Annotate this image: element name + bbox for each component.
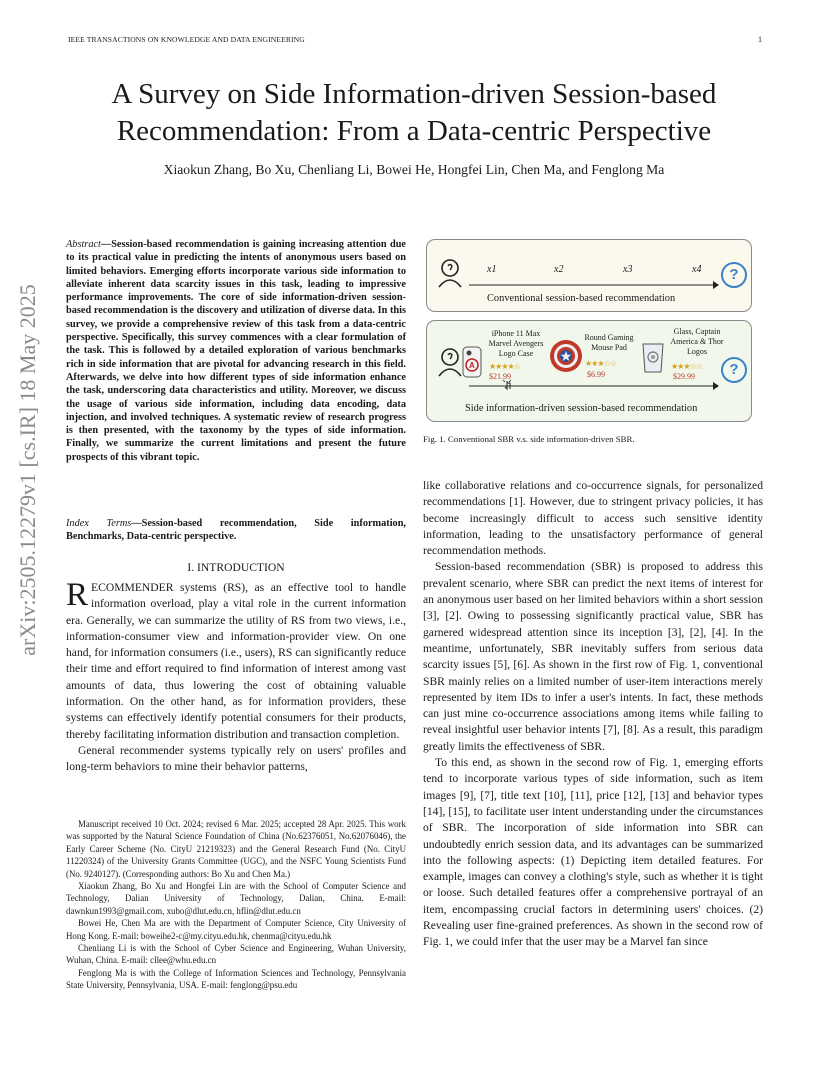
arxiv-stamp: [8, 284, 48, 656]
item-2-price: $6.99: [587, 370, 605, 379]
footnote-affiliation-4: Fenglong Ma is with the College of Information Sciences and Technology, Pennsylvania State University, Pennsylvania, USA. E-mail: fenglong@psu.edu: [66, 967, 406, 991]
question-mark-icon: ?: [721, 357, 747, 383]
drop-cap: R: [66, 577, 89, 613]
abstract-text: —Session-based recommendation is gaining increasing attention due to its practical value in predicting the intents of anonymous users based on limited behaviors. Emerging efforts incorporate various side information to alleviate inherent data scarcity issues in this task, leading to impressive performance improvements. The core of side information-driven session-based recommendation is the discovery and utilization of diverse data. In this survey, we provide a comprehensive review of this task from a data-centric perspective. Specifically, this survey commences with a clear formulation of the task. This is followed by a detailed exploration of various benchmarks rich in side information that are pivotal for advancing research in this field. Afterwards, we delve into how different types of side information enhance the task, underscoring data characteristics and utility. Moreover, we discuss the usage of various side information, including data encoding, data injection, and involved techniques. A systematic review of research progress is then presented, with the taxonomy by the types of side information. Finally, we summarize the current limitations and present the future prospects of this vibrant topic.: [66, 239, 406, 463]
footnote-affiliation-3: Chenliang Li is with the School of Cyber Science and Engineering, Wuhan University, Wuhan, China. E-mail: cllee@whu.edu.cn: [66, 943, 406, 966]
right-paragraph-0: like collaborative relations and co-occurrence signals, for personalized recommendations [1]. However, due to stringent privacy policies, it has become increasingly difficult to access such sensitive identity information, leading to the unsatisfactory performance of general recommendation methods.: [423, 479, 763, 558]
right-paragraph-1: Session-based recommendation (SBR) is proposed to address this prevalent scenario, where SBR can predict the next items of interest for an anonymous user based on her limited behaviors within a short session [3], [2]. Owing to possessing significantly practical value, SBR has garnered widespread attention since its inception [3], [2], [4]. In the meantime, unfortunately, SBR inevitably suffers from serious data scarcity issues [5], [6]. As shown in the first row of Fig. 1, conventional SBR mainly relies on a limited number of user-item interactions merely represented by item IDs to infer a user's intents. In fact, these methods can just mine co-occurrence associations among items while failing to reveal insightful user behavior intents [7], [8]. As a result, this paradigm greatly limits the effectiveness of SBR.: [423, 560, 763, 753]
item-3-price: $29.99: [673, 372, 695, 381]
abstract: [66, 238, 406, 464]
figure-caption: Fig. 1. Conventional SBR v.s. side information-driven SBR.: [423, 434, 635, 444]
index-terms-text: —Session-based recommendation, Side information, Benchmarks, Data-centric perspective.: [66, 518, 406, 543]
item-1-price: $21.99: [489, 372, 511, 381]
item-2-rating: ★★★☆☆: [585, 359, 616, 368]
item-2-name: Round Gaming Mouse Pad: [584, 333, 634, 352]
left-column-body: [66, 577, 406, 776]
item-3-name: Glass, Captain America & Thor Logos: [670, 327, 724, 356]
item-3-rating: ★★★☆☆: [671, 362, 702, 371]
svg-text:A: A: [469, 361, 475, 370]
title-line-2: Recommendation: From a Data-centric Perspective: [116, 115, 712, 147]
intro-paragraph-1-text: ECOMMENDER systems (RS), as an effective tool to handle information overload, play a vital role in the current information era. Generally, we can summarize the utility of RS from two views, i.e., information-consumer view and information-provider view. On one hand, for information consumers (i.e., users), RS can significantly reduce their time and effort required to find information of interest among vast amounts of data, thus lowering the cost of obtaining valuable information. On the other hand, as for information providers, these systems can effectively identify potential consumers for their products, thereby facilitating information distribution and transaction completion.: [66, 581, 406, 741]
title-line-1: A Survey on Side Information-driven Session-based: [111, 78, 717, 110]
section-heading: I. INTRODUCTION: [187, 561, 285, 574]
cursor-icon: [502, 379, 514, 393]
footnotes: [66, 818, 406, 992]
item-x3: x3: [623, 264, 633, 275]
footnote-manuscript: Manuscript received 10 Oct. 2024; revised 6 Mar. 2025; accepted 28 Apr. 2025. This work was supported by the Natural Science Foundation of China (No.62376051, No.62076046), the Early Career Scheme (No. CityU 21219323) and the General Research Fund (No. CityU 11220324) of the University Grants Committee (UGC), and the NSFC Young Scientists Fund (No. 9240127). (Corresponding authors: Bo Xu and Chen Ma.): [66, 819, 406, 879]
item-x4: x4: [692, 264, 702, 275]
right-column-body: [423, 478, 763, 951]
figure-conventional-panel: [426, 239, 752, 312]
running-head: IEEE TRANSACTIONS ON KNOWLEDGE AND DATA ENGINEERING: [68, 35, 305, 44]
right-paragraph-2: To this end, as shown in the second row of Fig. 1, emerging efforts tend to incorporate various types of side information, such as item images [9], [7], title text [10], [11], price [12], [13] and behavior types [14], [15], to facilitate user intent understanding under the circumstances of SBR. The incorporation of side information into SBR can undoubtedly enrich session data, and its advantages can be summarized into the following aspects: (1) Depicting item detailed features. For example, images can convey a clothing's style, such as whether it is tight or loose. Such detailed features offer a comprehensive portrayal of an item, encompassing crucial factors in determining users' choices. (2) Revealing user fine-grained preferences. As shown in the second row of Fig. 1, we could infer that the user may be a Marvel fan since: [423, 756, 763, 949]
item-x1: x1: [487, 264, 497, 275]
figure-side-info-panel: [426, 320, 752, 422]
author-list: Xiaokun Zhang, Bo Xu, Chenliang Li, Bowei He, Hongfei Lin, Chen Ma, and Fenglong Ma: [163, 162, 665, 177]
abstract-lead: Abstract: [66, 239, 101, 250]
index-terms: [66, 517, 406, 544]
side-info-label: Side information-driven session-based recommendation: [465, 403, 698, 414]
question-mark-icon: ?: [721, 262, 747, 288]
user-icon: [437, 258, 463, 288]
item-1-name: iPhone 11 Max Marvel Avengers Logo Case: [488, 329, 544, 358]
item-x2: x2: [554, 264, 564, 275]
paper-title: [40, 76, 788, 150]
item-1-rating: ★★★★☆: [489, 362, 520, 371]
session-arrow: [469, 280, 719, 290]
intro-paragraph-1: [66, 577, 406, 743]
phone-case-icon: [461, 345, 483, 379]
arxiv-stamp-text: arXiv:2505.12279v1 [cs.IR] 18 May 2025: [15, 284, 40, 656]
footnote-affiliation-1: Xiaokun Zhang, Bo Xu and Hongfei Lin are with the School of Computer Science and Technology, Dalian University of Technology, Dalian, China. E-mail: dawnkun1993@gmail.com, xubo@dlut.edu.cn, hflin@dlut.edu.cn: [66, 881, 406, 916]
user-icon: [437, 347, 463, 377]
footnote-affiliation-2: Bowei He, Chen Ma are with the Department of Computer Science, City University of Hong Kong. E-mail: boweihe2-c@my.cityu.edu.hk, chenma@cityu.edu.hk: [66, 918, 406, 941]
index-terms-lead: Index Terms: [66, 518, 132, 529]
page-number: 1: [758, 35, 762, 44]
intro-paragraph-2: General recommender systems typically rely on users' profiles and long-term behaviors to mine their behavior patterns,: [66, 743, 406, 774]
conventional-label: Conventional session-based recommendation: [487, 293, 676, 304]
